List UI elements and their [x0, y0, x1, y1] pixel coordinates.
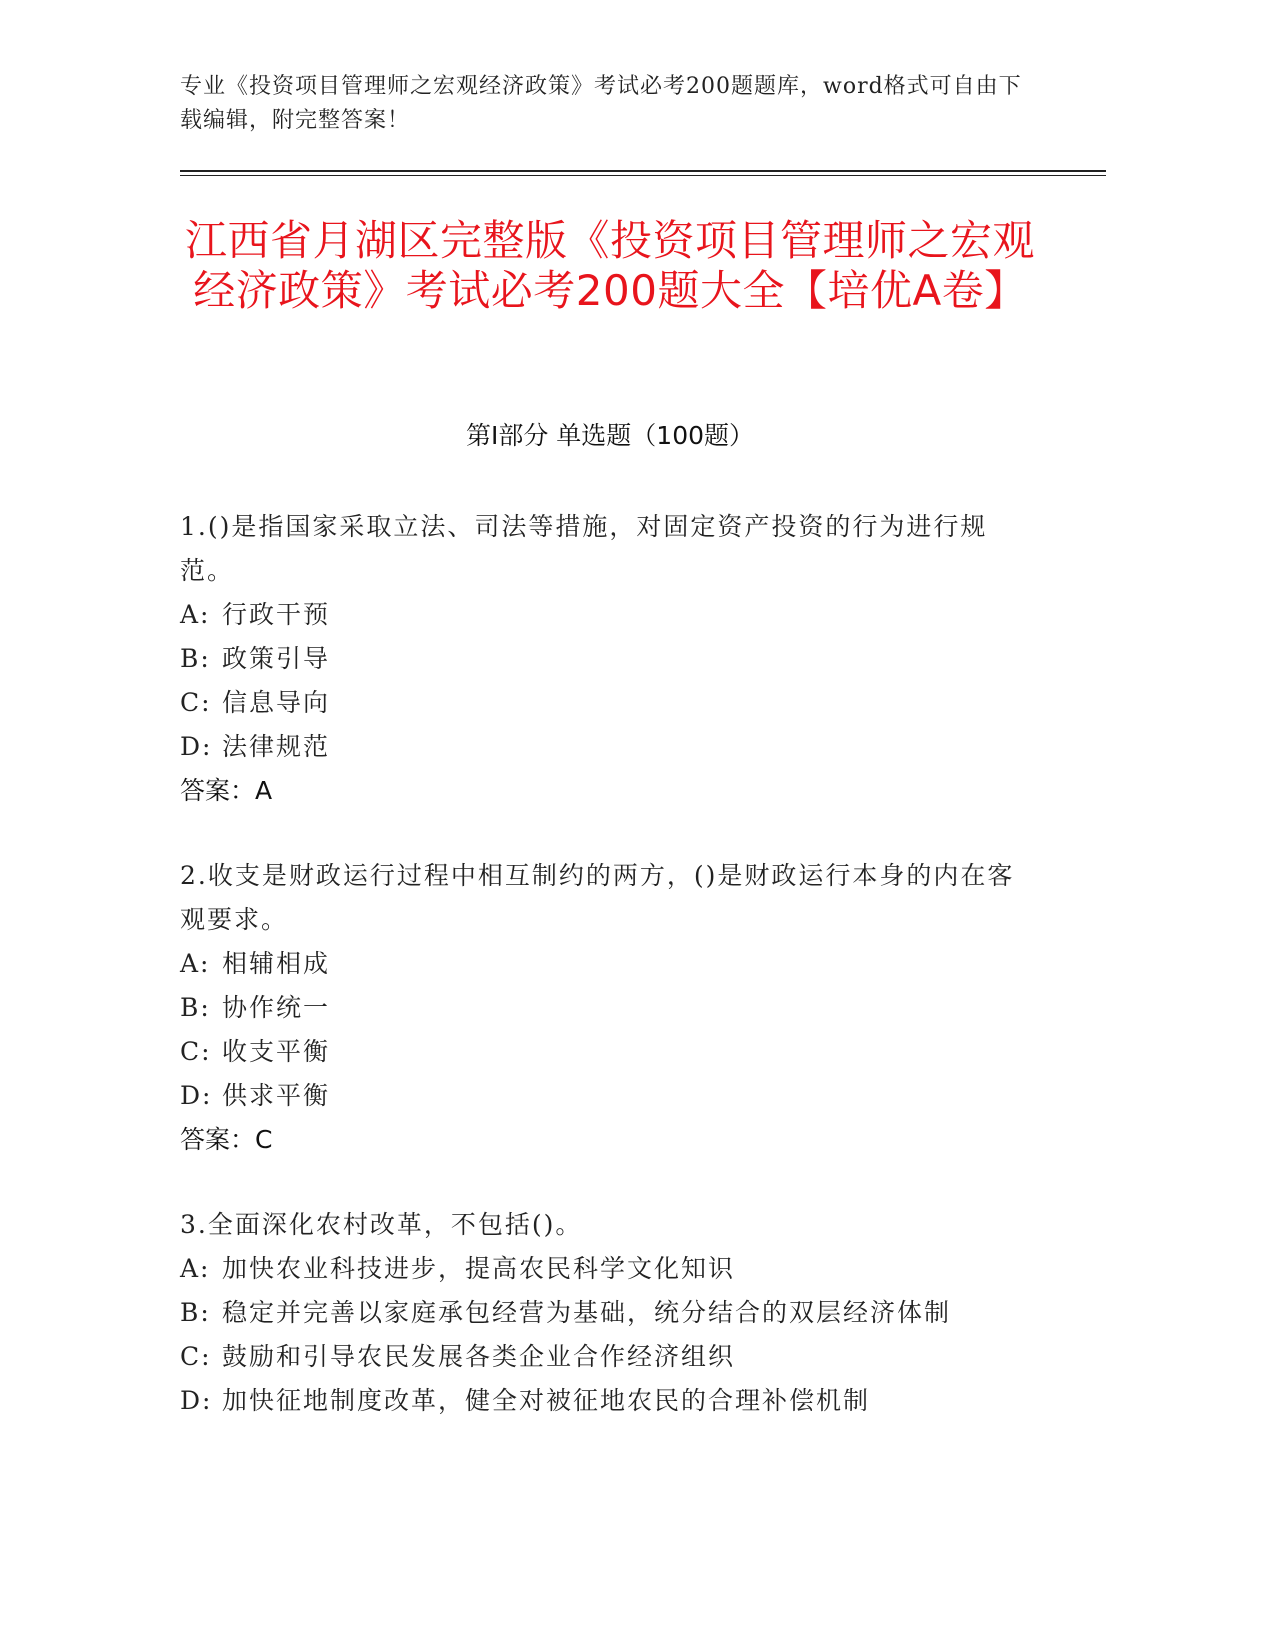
answer-label: 答案： — [180, 1125, 256, 1154]
option-key: D: — [180, 1386, 213, 1415]
header-divider-thin — [180, 175, 1106, 176]
option-text: 政策引导 — [222, 644, 331, 673]
question-1 — [180, 505, 1040, 813]
option-text: 行政干预 — [222, 600, 331, 629]
option-text: 鼓励和引导农民发展各类企业合作经济组织 — [222, 1342, 736, 1371]
answer-value: A — [255, 776, 273, 805]
option-c — [180, 1335, 1040, 1379]
option-key: B: — [180, 644, 211, 673]
question-3 — [180, 1203, 1040, 1423]
header-divider-thick — [180, 170, 1106, 172]
option-text: 加快农业科技进步，提高农民科学文化知识 — [222, 1254, 736, 1283]
document-title: 江西省月湖区完整版《投资项目管理师之宏观经济政策》考试必考200题大全【培优A卷】 — [184, 216, 1035, 315]
answer-value: C — [255, 1125, 273, 1154]
question-2 — [180, 854, 1040, 1162]
option-b — [180, 637, 1040, 681]
option-key: C: — [180, 1342, 212, 1371]
option-a — [180, 942, 1040, 986]
option-b — [180, 986, 1040, 1030]
option-key: A: — [180, 949, 211, 978]
section-title: 第I部分 单选题（100题） — [465, 421, 755, 450]
answer-line — [180, 1118, 1040, 1162]
option-text: 相辅相成 — [222, 949, 331, 978]
header-note: 专业《投资项目管理师之宏观经济政策》考试必考200题题库，word格式可自由下载编辑，附完整答案！ — [180, 74, 1022, 133]
option-key: A: — [180, 600, 211, 629]
option-text: 信息导向 — [222, 688, 331, 717]
option-a — [180, 1247, 1040, 1291]
option-d — [180, 1074, 1040, 1118]
option-key: C: — [180, 688, 212, 717]
answer-label: 答案： — [180, 776, 256, 805]
option-text: 法律规范 — [222, 732, 331, 761]
option-c — [180, 681, 1040, 725]
option-key: B: — [180, 1298, 211, 1327]
option-key: C: — [180, 1037, 212, 1066]
option-text: 稳定并完善以家庭承包经营为基础，统分结合的双层经济体制 — [222, 1298, 952, 1327]
question-stem: 1.()是指国家采取立法、司法等措施，对固定资产投资的行为进行规范。 — [180, 512, 988, 585]
option-key: D: — [180, 1081, 213, 1110]
option-text: 供求平衡 — [222, 1081, 331, 1110]
option-text: 收支平衡 — [222, 1037, 331, 1066]
question-stem: 3.全面深化农村改革，不包括()。 — [180, 1210, 583, 1239]
option-c — [180, 1030, 1040, 1074]
option-text: 加快征地制度改革，健全对被征地农民的合理补偿机制 — [222, 1386, 871, 1415]
option-key: D: — [180, 732, 213, 761]
option-b — [180, 1291, 1040, 1335]
question-list — [180, 505, 1040, 1464]
option-text: 协作统一 — [222, 993, 331, 1022]
option-d — [180, 1379, 1040, 1423]
option-d — [180, 725, 1040, 769]
question-stem: 2.收支是财政运行过程中相互制约的两方，()是财政运行本身的内在客观要求。 — [180, 861, 1015, 934]
answer-line — [180, 769, 1040, 813]
option-a — [180, 593, 1040, 637]
option-key: B: — [180, 993, 211, 1022]
option-key: A: — [180, 1254, 211, 1283]
